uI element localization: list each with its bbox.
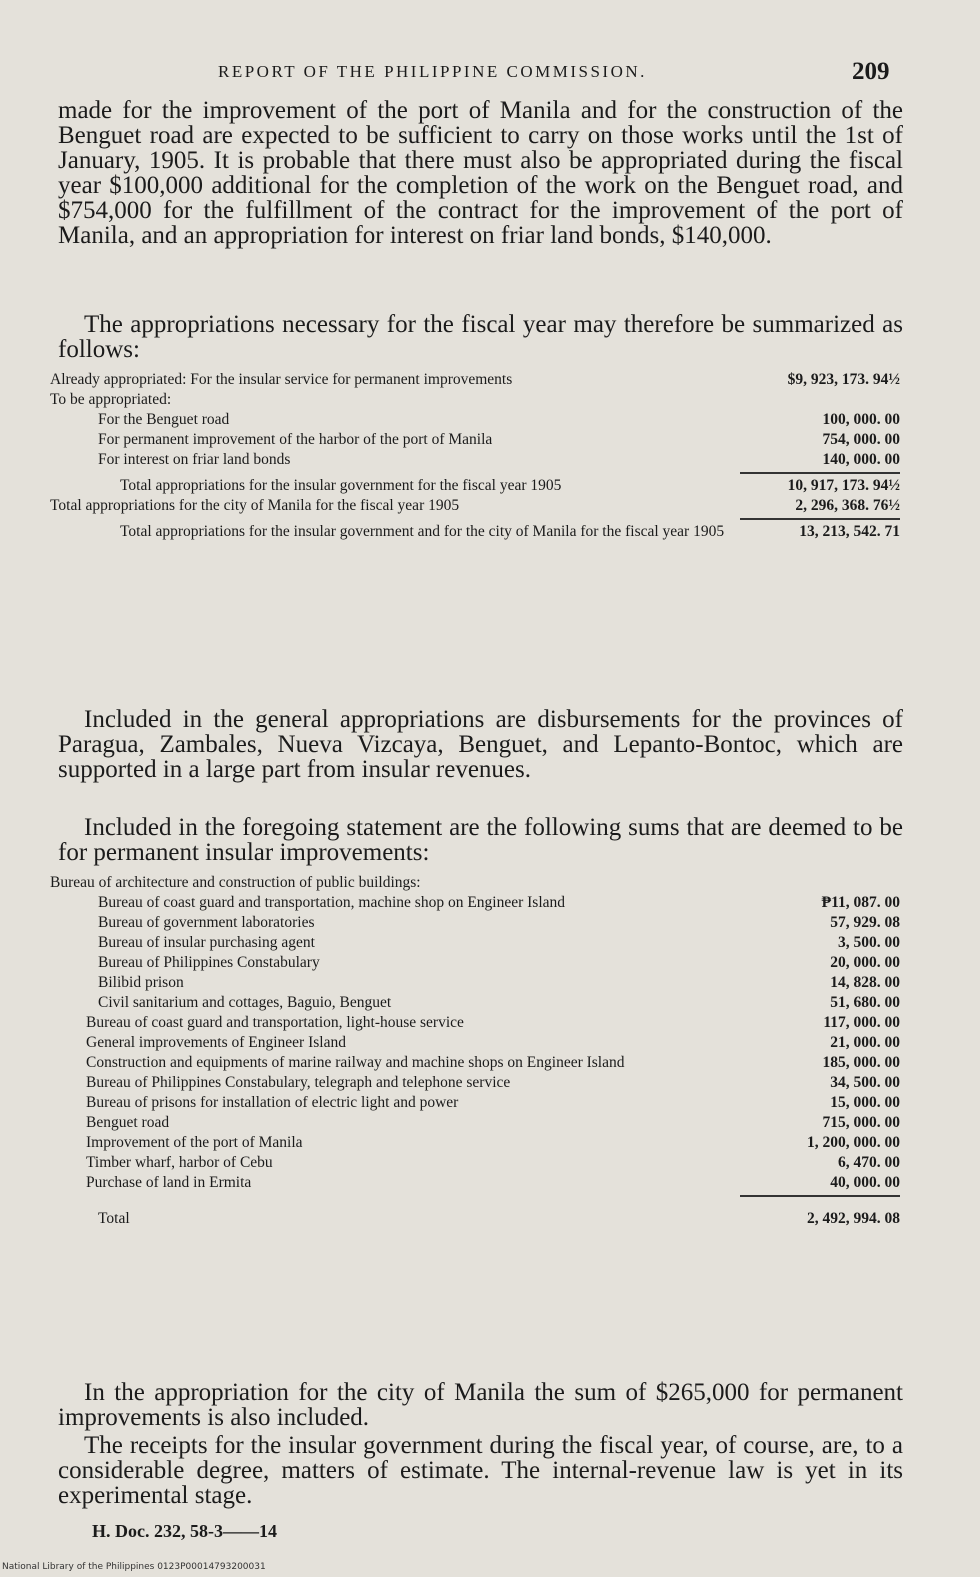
table-row — [50, 1153, 900, 1173]
paragraph-1 — [58, 98, 903, 248]
row-label: Bureau of government laboratories — [98, 914, 315, 931]
row-value: 21, 000. 00 — [830, 1034, 900, 1051]
table-row — [50, 1073, 900, 1093]
row-value: 754, 000. 00 — [822, 431, 900, 448]
row-label: Construction and equipments of marine railway and machine shops on Engineer Island — [86, 1054, 625, 1071]
page-header — [0, 58, 980, 90]
row-value: 140, 000. 00 — [822, 451, 900, 468]
row-label: Bureau of prisons for installation of electric light and power — [86, 1094, 459, 1111]
paragraph-4 — [58, 815, 903, 865]
table-row — [50, 1033, 900, 1053]
row-value: 51, 680. 00 — [830, 994, 900, 1011]
sum-rule — [740, 1195, 900, 1197]
row-value: 40, 000. 00 — [830, 1174, 900, 1191]
row-label: Bureau of coast guard and transportation, light-house service — [86, 1014, 464, 1031]
paragraph-5 — [58, 1380, 903, 1430]
total-value: 2, 492, 994. 08 — [807, 1210, 900, 1227]
improvement-rows — [50, 893, 900, 1193]
row-label: General improvements of Engineer Island — [86, 1034, 346, 1051]
table-row — [50, 430, 900, 450]
table-row — [50, 993, 900, 1013]
total-label: Total — [98, 1210, 130, 1227]
paragraph-3-text: Included in the general appropriations are disbursements for the provinces of Paragua, Zambales, Nueva Vizcaya, Benguet, and Lepanto-Bontoc, which are supported in a large part from insular revenues. — [58, 706, 903, 783]
page-number: 209 — [852, 58, 890, 85]
row-value: 185, 000. 00 — [822, 1054, 900, 1071]
total-row — [50, 1209, 900, 1229]
row-label: Total appropriations for the insular government and for the city of Manila for the fiscal year 1905 — [120, 523, 725, 540]
improvements-table — [50, 873, 900, 1229]
row-label: Bureau of Philippines Constabulary — [98, 954, 320, 971]
row-value: 2, 296, 368. 76½ — [795, 497, 900, 514]
row-value: 13, 213, 542. 71 — [799, 523, 900, 540]
row-label: Civil sanitarium and cottages, Baguio, Benguet — [98, 994, 392, 1011]
row-value: 15, 000. 00 — [830, 1094, 900, 1111]
row-value: 57, 929. 08 — [830, 914, 900, 931]
table-row — [50, 522, 900, 542]
table-row — [50, 450, 900, 470]
row-label: Improvement of the port of Manila — [86, 1134, 303, 1151]
row-value: $9, 923, 173. 94½ — [787, 371, 900, 388]
table-row — [50, 1093, 900, 1113]
table-row — [50, 1173, 900, 1193]
row-label: Benguet road — [86, 1114, 170, 1131]
paragraph-2-text: The appropriations necessary for the fiscal year may therefore be summarized as follows: — [58, 311, 903, 363]
table-row — [50, 476, 900, 496]
document-signature: H. Doc. 232, 58-3——14 — [92, 1521, 277, 1541]
row-label: For interest on friar land bonds — [98, 451, 291, 468]
table-row — [50, 893, 900, 913]
row-label: Bureau of coast guard and transportation, machine shop on Engineer Island — [98, 894, 566, 911]
table-heading — [50, 873, 900, 893]
table-row — [50, 953, 900, 973]
table-row — [50, 913, 900, 933]
row-label: Total appropriations for the city of Manila for the fiscal year 1905 — [50, 497, 460, 514]
row-label: For the Benguet road — [98, 411, 230, 428]
table-row — [50, 1133, 900, 1153]
paragraph-6 — [58, 1433, 903, 1508]
row-value: ₱11, 087. 00 — [821, 894, 900, 911]
row-value: 10, 917, 173. 94½ — [787, 477, 900, 494]
row-value: 6, 470. 00 — [838, 1154, 900, 1171]
running-head: REPORT OF THE PHILIPPINE COMMISSION. — [218, 62, 647, 81]
row-value: 117, 000. 00 — [823, 1014, 900, 1031]
table-row — [50, 370, 900, 390]
row-value: 20, 000. 00 — [830, 954, 900, 971]
row-value: 715, 000. 00 — [822, 1114, 900, 1131]
table-row — [50, 390, 900, 410]
table-row — [50, 496, 900, 516]
archive-tag: National Library of the Philippines 0123P00014793200031 — [2, 1562, 266, 1572]
table-row — [50, 410, 900, 430]
row-value: 34, 500. 00 — [830, 1074, 900, 1091]
sum-rule — [740, 472, 900, 474]
row-label: Bureau of Philippines Constabulary, telegraph and telephone service — [86, 1074, 511, 1091]
paragraph-6-text: The receipts for the insular government during the fiscal year, of course, are, to a considerable degree, matters of estimate. The internal-revenue law is yet in its experimental stage. — [58, 1432, 903, 1509]
paragraph-3 — [58, 707, 903, 782]
row-label: To be appropriated: — [50, 391, 172, 408]
row-label: Bilibid prison — [98, 974, 184, 991]
paragraph-5-text: In the appropriation for the city of Manila the sum of $265,000 for permanent improvements is also included. — [58, 1379, 903, 1431]
table-row — [50, 1013, 900, 1033]
table-row — [50, 973, 900, 993]
row-label: Already appropriated: For the insular service for permanent improvements — [50, 371, 513, 388]
row-value: 1, 200, 000. 00 — [807, 1134, 900, 1151]
paragraph-2 — [58, 312, 903, 362]
paragraph-1-text: made for the improvement of the port of Manila and for the construction of the Benguet road are expected to be sufficient to carry on those works until the 1st of January, 1905. It is probable that there must also be appropriated during the fiscal year $100,000 additional for the completion of the work on the Benguet road, and $754,000 for the fulfillment of the contract for the improvement of the port of Manila, and an appropriation for interest on friar land bonds, $140,000. — [58, 97, 903, 249]
row-value: 14, 828. 00 — [830, 974, 900, 991]
row-label: For permanent improvement of the harbor of the port of Manila — [98, 431, 493, 448]
row-label: Total appropriations for the insular government for the fiscal year 1905 — [120, 477, 562, 494]
row-label: Timber wharf, harbor of Cebu — [86, 1154, 273, 1171]
table-heading-label: Bureau of architecture and construction of public buildings: — [50, 874, 421, 891]
row-value: 100, 000. 00 — [822, 411, 900, 428]
table-row — [50, 1113, 900, 1133]
table-row — [50, 1053, 900, 1073]
row-value: 3, 500. 00 — [838, 934, 900, 951]
table-row — [50, 933, 900, 953]
appropriations-table — [50, 370, 900, 542]
sum-rule — [740, 518, 900, 520]
paragraph-4-text: Included in the foregoing statement are the following sums that are deemed to be for permanent insular improvements: — [58, 814, 903, 866]
row-label: Bureau of insular purchasing agent — [98, 934, 315, 951]
row-label: Purchase of land in Ermita — [86, 1174, 252, 1191]
